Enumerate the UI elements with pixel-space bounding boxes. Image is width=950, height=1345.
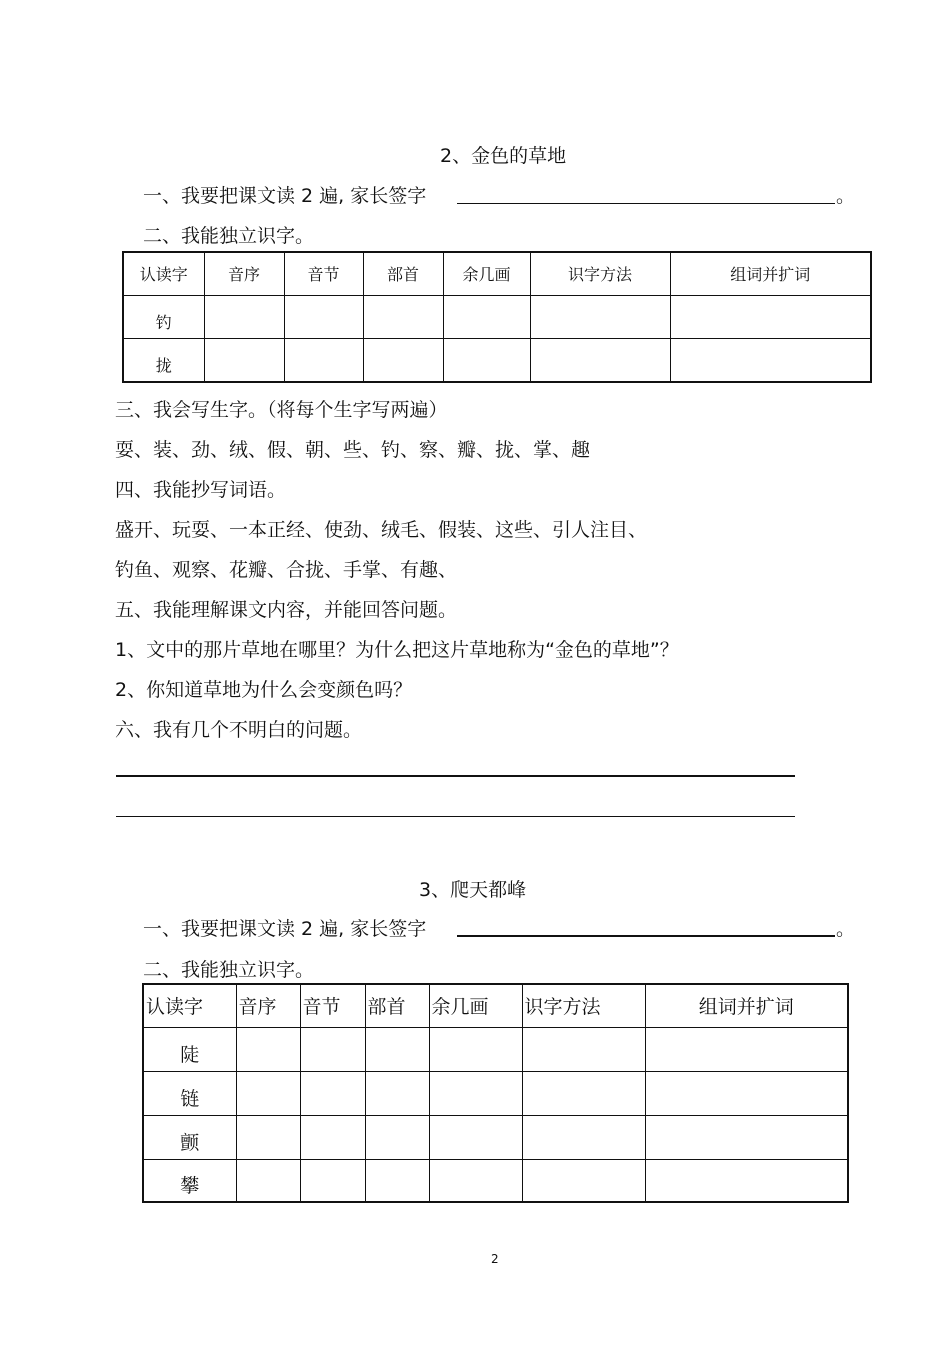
table-row	[123, 338, 871, 382]
header-cell: 组词并扩词	[645, 984, 848, 1027]
answer-cell[interactable]	[522, 1071, 645, 1115]
answer-cell[interactable]	[670, 338, 871, 382]
answer-cell[interactable]	[300, 1159, 365, 1202]
lesson2-words-line-2: 钓鱼、观察、花瓣、合拢、手掌、有趣、	[115, 559, 458, 581]
lesson2-section-copy-words: 四、我能抄写词语。	[115, 479, 287, 501]
lesson2-question-1: 1、文中的那片草地在哪里？为什么把这片草地称为“金色的草地”？	[115, 639, 679, 661]
lesson2-read-signature-prompt: 一、我要把课文读 2 遍, 家长签字	[143, 185, 427, 207]
header-cell: 音序	[204, 252, 284, 295]
answer-cell[interactable]	[204, 295, 284, 338]
header-cell: 部首	[363, 252, 443, 295]
answer-cell[interactable]	[429, 1027, 522, 1071]
header-cell: 音序	[236, 984, 300, 1027]
header-cell: 组词并扩词	[670, 252, 871, 295]
char-cell: 链	[143, 1071, 236, 1115]
char-cell: 拢	[123, 338, 204, 382]
answer-cell[interactable]	[365, 1159, 429, 1202]
lesson2-section-literacy: 二、我能独立识字。	[143, 225, 315, 247]
char-cell: 陡	[143, 1027, 236, 1071]
answer-cell[interactable]	[530, 295, 670, 338]
answer-cell[interactable]	[236, 1071, 300, 1115]
lesson2-question-2: 2、你知道草地为什么会变颜色吗？	[115, 679, 413, 701]
answer-cell[interactable]	[645, 1027, 848, 1071]
lesson2-words-line-1: 盛开、玩耍、一本正经、使劲、绒毛、假装、这些、引人注目、	[115, 519, 648, 541]
lesson3-signature-field[interactable]	[457, 935, 835, 937]
answer-cell[interactable]	[429, 1159, 522, 1202]
answer-cell[interactable]	[363, 338, 443, 382]
header-cell: 认读字	[123, 252, 204, 295]
answer-cell[interactable]	[284, 338, 363, 382]
answer-cell[interactable]	[236, 1027, 300, 1071]
page-number: 2	[491, 1252, 499, 1266]
lesson2-literacy-table	[122, 251, 872, 383]
lesson2-new-chars: 耍、装、劲、绒、假、朝、些、钓、察、瓣、拢、掌、趣	[115, 439, 591, 461]
table-row	[143, 1027, 848, 1071]
lesson3-signature-period: 。	[836, 918, 856, 940]
table-header-row	[143, 984, 848, 1027]
answer-cell[interactable]	[645, 1115, 848, 1159]
answer-cell[interactable]	[522, 1159, 645, 1202]
answer-cell[interactable]	[365, 1071, 429, 1115]
table-row	[143, 1159, 848, 1202]
char-cell: 攀	[143, 1159, 236, 1202]
header-cell: 认读字	[143, 984, 236, 1027]
lesson2-title: 2、金色的草地	[440, 145, 567, 167]
header-cell: 识字方法	[530, 252, 670, 295]
header-cell: 余几画	[429, 984, 522, 1027]
answer-cell[interactable]	[300, 1071, 365, 1115]
answer-cell[interactable]	[204, 338, 284, 382]
answer-cell[interactable]	[363, 295, 443, 338]
table-row	[143, 1115, 848, 1159]
answer-cell[interactable]	[429, 1071, 522, 1115]
answer-cell[interactable]	[365, 1115, 429, 1159]
answer-cell[interactable]	[300, 1115, 365, 1159]
answer-cell[interactable]	[443, 338, 530, 382]
char-cell: 钓	[123, 295, 204, 338]
header-cell: 余几画	[443, 252, 530, 295]
answer-cell[interactable]	[300, 1027, 365, 1071]
answer-cell[interactable]	[236, 1159, 300, 1202]
header-cell: 识字方法	[522, 984, 645, 1027]
answer-cell[interactable]	[522, 1115, 645, 1159]
answer-cell[interactable]	[236, 1115, 300, 1159]
table-row	[123, 295, 871, 338]
answer-cell[interactable]	[522, 1027, 645, 1071]
lesson2-section-comprehension: 五、我能理解课文内容，并能回答问题。	[115, 599, 458, 621]
lesson2-section-questions: 六、我有几个不明白的问题。	[115, 719, 363, 741]
answer-line[interactable]	[116, 775, 795, 777]
lesson3-section-literacy: 二、我能独立识字。	[143, 959, 315, 981]
header-cell: 部首	[365, 984, 429, 1027]
header-cell: 音节	[284, 252, 363, 295]
answer-line[interactable]	[116, 816, 795, 817]
char-cell: 颤	[143, 1115, 236, 1159]
lesson2-signature-period: 。	[836, 185, 856, 207]
lesson3-literacy-table	[142, 983, 849, 1203]
answer-cell[interactable]	[429, 1115, 522, 1159]
answer-cell[interactable]	[284, 295, 363, 338]
answer-cell[interactable]	[645, 1071, 848, 1115]
lesson3-read-signature-prompt: 一、我要把课文读 2 遍, 家长签字	[143, 918, 427, 940]
answer-cell[interactable]	[645, 1159, 848, 1202]
answer-cell[interactable]	[670, 295, 871, 338]
header-cell: 音节	[300, 984, 365, 1027]
lesson3-title: 3、爬天都峰	[419, 879, 527, 901]
answer-cell[interactable]	[365, 1027, 429, 1071]
answer-cell[interactable]	[530, 338, 670, 382]
lesson2-signature-field[interactable]	[457, 203, 835, 204]
table-header-row	[123, 252, 871, 295]
lesson2-section-write-chars: 三、我会写生字。（将每个生字写两遍）	[115, 399, 448, 421]
answer-cell[interactable]	[443, 295, 530, 338]
table-row	[143, 1071, 848, 1115]
